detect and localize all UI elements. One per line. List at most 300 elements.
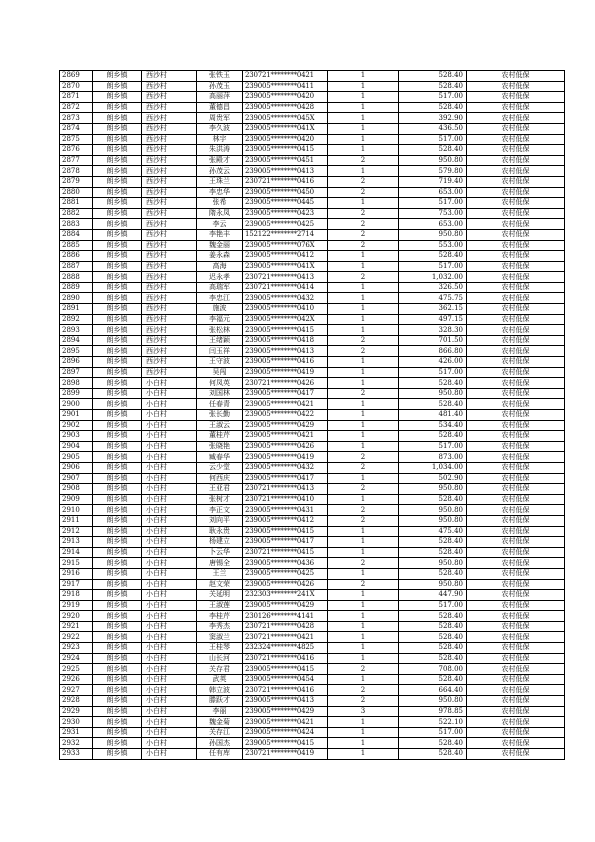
id-number-cell: 239005********0412 [243,251,328,262]
amount-cell: 528.40 [399,653,467,664]
row-number-cell: 2898 [60,378,93,389]
row-number-cell: 2919 [60,600,93,611]
table-row [60,452,565,463]
town-cell: 朗乡镇 [93,526,142,537]
village-cell: 西沙村 [142,208,197,219]
household-size-cell: 1 [328,123,399,134]
village-cell: 小白村 [142,526,197,537]
category-cell: 农村低保 [467,240,565,251]
table-row [60,357,565,368]
row-number-cell: 2928 [60,696,93,707]
category-cell: 农村低保 [467,590,565,601]
row-number-cell: 2921 [60,621,93,632]
row-number-cell: 2869 [60,71,93,82]
name-cell: 吴闯 [197,367,243,378]
id-number-cell: 239005********0417 [243,537,328,548]
row-number-cell: 2884 [60,229,93,240]
name-cell: 关延明 [197,590,243,601]
name-cell: 王淑云 [197,420,243,431]
table-row [60,547,565,558]
name-cell: 李久波 [197,123,243,134]
household-size-cell: 1 [328,113,399,124]
category-cell: 农村低保 [467,696,565,707]
category-cell: 农村低保 [467,325,565,336]
category-cell: 农村低保 [467,367,565,378]
category-cell: 农村低保 [467,81,565,92]
id-number-cell: 239005********045X [243,113,328,124]
amount-cell: 517.00 [399,367,467,378]
village-cell: 西沙村 [142,229,197,240]
row-number-cell: 2904 [60,441,93,452]
village-cell: 小白村 [142,568,197,579]
id-number-cell: 239005********0415 [243,526,328,537]
amount-cell: 653.00 [399,187,467,198]
category-cell: 农村低保 [467,431,565,442]
household-size-cell: 1 [328,537,399,548]
amount-cell: 950.80 [399,388,467,399]
amount-cell: 653.00 [399,219,467,230]
name-cell: 窦淑兰 [197,632,243,643]
name-cell: 刘向平 [197,515,243,526]
category-cell: 农村低保 [467,494,565,505]
town-cell: 朗乡镇 [93,229,142,240]
household-size-cell: 2 [328,240,399,251]
amount-cell: 392.90 [399,113,467,124]
village-cell: 小白村 [142,696,197,707]
amount-cell: 528.40 [399,674,467,685]
category-cell: 农村低保 [467,420,565,431]
amount-cell: 701.50 [399,335,467,346]
id-number-cell: 230126********4141 [243,611,328,622]
village-cell: 小白村 [142,600,197,611]
row-number-cell: 2915 [60,558,93,569]
household-size-cell: 1 [328,102,399,113]
household-size-cell: 2 [328,515,399,526]
name-cell: 朱洪涛 [197,145,243,156]
row-number-cell: 2889 [60,282,93,293]
row-number-cell: 2920 [60,611,93,622]
category-cell: 农村低保 [467,558,565,569]
town-cell: 朗乡镇 [93,749,142,760]
id-number-cell: 230721********0421 [243,632,328,643]
household-size-cell: 1 [328,526,399,537]
town-cell: 朗乡镇 [93,240,142,251]
household-size-cell: 3 [328,706,399,717]
household-size-cell: 1 [328,738,399,749]
name-cell: 李福元 [197,314,243,325]
household-size-cell: 1 [328,198,399,209]
category-cell: 农村低保 [467,473,565,484]
table-row [60,219,565,230]
id-number-cell: 239005********042X [243,314,328,325]
category-cell: 农村低保 [467,272,565,283]
category-cell: 农村低保 [467,505,565,516]
household-size-cell: 1 [328,643,399,654]
town-cell: 朗乡镇 [93,304,142,315]
town-cell: 朗乡镇 [93,388,142,399]
name-cell: 何凤英 [197,378,243,389]
village-cell: 西沙村 [142,113,197,124]
name-cell: 迟永孝 [197,272,243,283]
table-row [60,590,565,601]
household-size-cell: 1 [328,261,399,272]
row-number-cell: 2902 [60,420,93,431]
name-cell: 王亚君 [197,484,243,495]
category-cell: 农村低保 [467,664,565,675]
id-number-cell: 239005********0421 [243,431,328,442]
category-cell: 农村低保 [467,727,565,738]
name-cell: 闫玉祥 [197,346,243,357]
village-cell: 西沙村 [142,102,197,113]
town-cell: 朗乡镇 [93,155,142,166]
amount-cell: 528.40 [399,568,467,579]
id-number-cell: 239005********0436 [243,558,328,569]
row-number-cell: 2890 [60,293,93,304]
household-size-cell: 1 [328,473,399,484]
town-cell: 朗乡镇 [93,431,142,442]
table-row [60,420,565,431]
name-cell: 武英 [197,674,243,685]
town-cell: 朗乡镇 [93,558,142,569]
town-cell: 朗乡镇 [93,441,142,452]
household-size-cell: 1 [328,547,399,558]
table-row [60,653,565,664]
table-row [60,378,565,389]
household-size-cell: 1 [328,590,399,601]
row-number-cell: 2930 [60,717,93,728]
household-size-cell: 1 [328,621,399,632]
id-number-cell: 230721********0416 [243,685,328,696]
id-number-cell: 239005********0413 [243,346,328,357]
category-cell: 农村低保 [467,674,565,685]
name-cell: 李秀杰 [197,621,243,632]
village-cell: 小白村 [142,558,197,569]
row-number-cell: 2909 [60,494,93,505]
category-cell: 农村低保 [467,166,565,177]
village-cell: 西沙村 [142,325,197,336]
amount-cell: 528.40 [399,81,467,92]
name-cell: 云少堂 [197,462,243,473]
household-size-cell: 1 [328,81,399,92]
amount-cell: 873.00 [399,452,467,463]
amount-cell: 1,034.00 [399,462,467,473]
town-cell: 朗乡镇 [93,420,142,431]
town-cell: 朗乡镇 [93,346,142,357]
table-row [60,431,565,442]
town-cell: 朗乡镇 [93,219,142,230]
category-cell: 农村低保 [467,71,565,82]
name-cell: 董德昌 [197,102,243,113]
category-cell: 农村低保 [467,357,565,368]
town-cell: 朗乡镇 [93,208,142,219]
table-row [60,293,565,304]
table-row [60,176,565,187]
table-row [60,600,565,611]
town-cell: 朗乡镇 [93,452,142,463]
category-cell: 农村低保 [467,145,565,156]
row-number-cell: 2891 [60,304,93,315]
row-number-cell: 2876 [60,145,93,156]
town-cell: 朗乡镇 [93,696,142,707]
table-row [60,462,565,473]
category-cell: 农村低保 [467,187,565,198]
id-number-cell: 239005********0421 [243,717,328,728]
id-number-cell: 230721********0426 [243,378,328,389]
name-cell: 王淑莲 [197,600,243,611]
category-cell: 农村低保 [467,537,565,548]
town-cell: 朗乡镇 [93,473,142,484]
name-cell: 关存君 [197,664,243,675]
household-size-cell: 1 [328,325,399,336]
category-cell: 农村低保 [467,155,565,166]
category-cell: 农村低保 [467,685,565,696]
town-cell: 朗乡镇 [93,123,142,134]
amount-cell: 528.40 [399,145,467,156]
relief-roster-sheet [59,70,565,760]
category-cell: 农村低保 [467,293,565,304]
id-number-cell: 230721********0413 [243,484,328,495]
row-number-cell: 2925 [60,664,93,675]
village-cell: 西沙村 [142,198,197,209]
row-number-cell: 2871 [60,92,93,103]
village-cell: 西沙村 [142,314,197,325]
category-cell: 农村低保 [467,208,565,219]
name-cell: 高瑞军 [197,282,243,293]
row-number-cell: 2933 [60,749,93,760]
village-cell: 小白村 [142,462,197,473]
id-number-cell: 239005********0454 [243,674,328,685]
village-cell: 小白村 [142,547,197,558]
amount-cell: 950.80 [399,229,467,240]
town-cell: 朗乡镇 [93,717,142,728]
table-row [60,410,565,421]
category-cell: 农村低保 [467,113,565,124]
town-cell: 朗乡镇 [93,462,142,473]
amount-cell: 528.40 [399,621,467,632]
town-cell: 朗乡镇 [93,198,142,209]
row-number-cell: 2905 [60,452,93,463]
name-cell: 李艳丰 [197,229,243,240]
row-number-cell: 2872 [60,102,93,113]
amount-cell: 517.00 [399,198,467,209]
id-number-cell: 239005********0418 [243,335,328,346]
village-cell: 小白村 [142,515,197,526]
id-number-cell: 239005********0415 [243,664,328,675]
town-cell: 朗乡镇 [93,505,142,516]
category-cell: 农村低保 [467,123,565,134]
category-cell: 农村低保 [467,346,565,357]
village-cell: 小白村 [142,632,197,643]
household-size-cell: 1 [328,71,399,82]
row-number-cell: 2918 [60,590,93,601]
row-number-cell: 2874 [60,123,93,134]
name-cell: 李丽 [197,706,243,717]
amount-cell: 528.40 [399,537,467,548]
id-number-cell: 239005********0419 [243,452,328,463]
name-cell: 王守波 [197,357,243,368]
amount-cell: 579.80 [399,166,467,177]
amount-cell: 528.40 [399,643,467,654]
table-row [60,738,565,749]
village-cell: 西沙村 [142,71,197,82]
town-cell: 朗乡镇 [93,579,142,590]
category-cell: 农村低保 [467,378,565,389]
table-row [60,473,565,484]
town-cell: 朗乡镇 [93,621,142,632]
name-cell: 刘国林 [197,388,243,399]
household-size-cell: 2 [328,272,399,283]
town-cell: 朗乡镇 [93,664,142,675]
id-number-cell: 239005********0413 [243,696,328,707]
id-number-cell: 230721********0413 [243,272,328,283]
id-number-cell: 230721********0415 [243,547,328,558]
village-cell: 西沙村 [142,219,197,230]
amount-cell: 719.40 [399,176,467,187]
table-row [60,643,565,654]
row-number-cell: 2875 [60,134,93,145]
table-row [60,134,565,145]
town-cell: 朗乡镇 [93,113,142,124]
town-cell: 朗乡镇 [93,494,142,505]
id-number-cell: 239005********0415 [243,325,328,336]
town-cell: 朗乡镇 [93,547,142,558]
household-size-cell: 1 [328,314,399,325]
village-cell: 西沙村 [142,293,197,304]
table-row [60,155,565,166]
table-row [60,674,565,685]
id-number-cell: 230721********0416 [243,176,328,187]
village-cell: 西沙村 [142,145,197,156]
household-size-cell: 1 [328,399,399,410]
amount-cell: 950.80 [399,484,467,495]
amount-cell: 528.40 [399,749,467,760]
id-number-cell: 239005********0421 [243,399,328,410]
name-cell: 高丽萍 [197,92,243,103]
category-cell: 农村低保 [467,452,565,463]
id-number-cell: 239005********0412 [243,515,328,526]
name-cell: 王绪颖 [197,335,243,346]
row-number-cell: 2899 [60,388,93,399]
town-cell: 朗乡镇 [93,314,142,325]
id-number-cell: 239005********0425 [243,568,328,579]
village-cell: 西沙村 [142,272,197,283]
village-cell: 西沙村 [142,134,197,145]
household-size-cell: 2 [328,155,399,166]
village-cell: 小白村 [142,738,197,749]
name-cell: 赵文荣 [197,579,243,590]
table-row [60,92,565,103]
table-row [60,579,565,590]
village-cell: 西沙村 [142,367,197,378]
category-cell: 农村低保 [467,176,565,187]
name-cell: 孙国杰 [197,738,243,749]
category-cell: 农村低保 [467,304,565,315]
village-cell: 西沙村 [142,251,197,262]
id-number-cell: 230721********0421 [243,71,328,82]
amount-cell: 522.10 [399,717,467,728]
household-size-cell: 1 [328,357,399,368]
id-number-cell: 239005********0413 [243,166,328,177]
amount-cell: 534.40 [399,420,467,431]
id-number-cell: 239005********0451 [243,155,328,166]
table-row [60,749,565,760]
town-cell: 朗乡镇 [93,102,142,113]
id-number-cell: 239005********0423 [243,208,328,219]
id-number-cell: 239005********041X [243,123,328,134]
village-cell: 小白村 [142,749,197,760]
id-number-cell: 239005********0425 [243,219,328,230]
name-cell: 卜云华 [197,547,243,558]
category-cell: 农村低保 [467,738,565,749]
town-cell: 朗乡镇 [93,674,142,685]
amount-cell: 517.00 [399,92,467,103]
table-row [60,198,565,209]
row-number-cell: 2885 [60,240,93,251]
table-row [60,145,565,156]
household-size-cell: 1 [328,282,399,293]
village-cell: 小白村 [142,399,197,410]
town-cell: 朗乡镇 [93,282,142,293]
table-row [60,515,565,526]
name-cell: 臧春华 [197,452,243,463]
household-size-cell: 2 [328,229,399,240]
amount-cell: 528.40 [399,251,467,262]
table-row [60,208,565,219]
village-cell: 西沙村 [142,282,197,293]
town-cell: 朗乡镇 [93,325,142,336]
id-number-cell: 239005********076X [243,240,328,251]
amount-cell: 362.15 [399,304,467,315]
table-row [60,727,565,738]
table-row [60,335,565,346]
name-cell: 李正文 [197,505,243,516]
name-cell: 魏金菊 [197,717,243,728]
name-cell: 山长河 [197,653,243,664]
household-size-cell: 1 [328,251,399,262]
table-row [60,325,565,336]
amount-cell: 517.00 [399,727,467,738]
row-number-cell: 2922 [60,632,93,643]
amount-cell: 950.80 [399,155,467,166]
category-cell: 农村低保 [467,399,565,410]
table-row [60,240,565,251]
category-cell: 农村低保 [467,229,565,240]
name-cell: 孙茂云 [197,166,243,177]
household-size-cell: 1 [328,611,399,622]
household-size-cell: 2 [328,505,399,516]
id-number-cell: 239005********0428 [243,102,328,113]
name-cell: 施波 [197,304,243,315]
name-cell: 张希 [197,198,243,209]
name-cell: 林宇 [197,134,243,145]
household-size-cell: 1 [328,749,399,760]
row-number-cell: 2886 [60,251,93,262]
amount-cell: 517.00 [399,261,467,272]
name-cell: 张殿才 [197,155,243,166]
household-size-cell: 1 [328,653,399,664]
table-row [60,314,565,325]
id-number-cell: 239005********0417 [243,388,328,399]
id-number-cell: 239005********0429 [243,420,328,431]
row-number-cell: 2924 [60,653,93,664]
row-number-cell: 2931 [60,727,93,738]
town-cell: 朗乡镇 [93,187,142,198]
row-number-cell: 2883 [60,219,93,230]
name-cell: 李忠华 [197,187,243,198]
table-row [60,166,565,177]
id-number-cell: 239005********0420 [243,134,328,145]
table-row [60,282,565,293]
